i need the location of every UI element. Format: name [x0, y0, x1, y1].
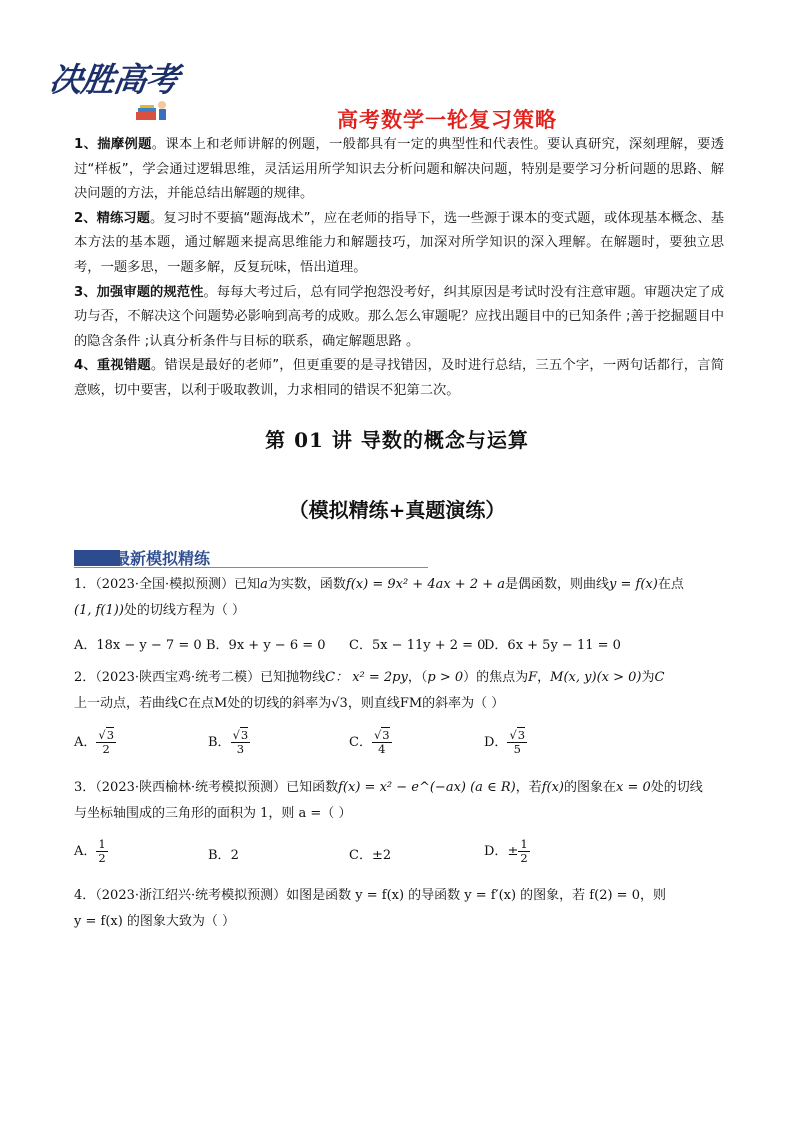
question-1	[74, 572, 734, 624]
strategy-text: 。复习时不要搞“题海战术”，应在老师的指导下，选一些源于课本的变式题，或体现基本概念、基本方法的基本题，通过解题来提高思维能力和解题技巧，加深对所学知识的深入理解。在解题时，要独立思考，一题多思，一题多解，反复玩味，悟出道理。	[74, 210, 724, 275]
page-title: 高考数学一轮复习策略	[337, 108, 557, 132]
question-4-line-2: y = f(x) 的图象大致为（ ）	[74, 914, 236, 929]
question-3-line-2: 与坐标轴围成的三角形的面积为 1，则 a =（ ）	[74, 806, 352, 821]
fraction: $\frac{√3}{3}$	[232, 728, 249, 756]
fraction: $\frac{√3}{2}$	[98, 728, 115, 756]
question-2	[74, 665, 734, 717]
strategy-lead: 1、揣摩例题	[74, 137, 152, 152]
question-text: 在点	[657, 577, 684, 592]
question-text: 为实数，函数	[267, 577, 346, 592]
question-text: 1．（2023·全国·模拟预测）已知	[74, 577, 261, 592]
math-variable: a	[260, 577, 268, 592]
numerator: 3	[240, 728, 249, 742]
option-d[interactable]: D．6x + 5y − 11 = 0	[484, 638, 621, 653]
math-variable: C	[654, 670, 665, 685]
option-c[interactable]: C．5x − 11y + 2 = 0	[349, 638, 486, 653]
question-text: 为	[641, 670, 655, 685]
question-3	[74, 775, 734, 827]
math-variable: F	[528, 670, 538, 685]
math-expression: p > 0	[427, 670, 464, 685]
denominator: 2	[520, 851, 528, 865]
section-title: 最新模拟精练	[114, 549, 211, 568]
option-d[interactable]	[484, 729, 527, 756]
strategy-lead: 2、精练习题	[74, 210, 150, 226]
option-label: C．	[349, 848, 372, 863]
section-header	[74, 546, 434, 570]
option-b[interactable]	[208, 844, 239, 863]
option-b[interactable]	[208, 729, 250, 756]
numerator: 3	[517, 728, 526, 742]
option-label: B．	[208, 735, 231, 750]
option-value: ±2	[371, 848, 392, 863]
strategy-paragraph-2	[74, 207, 724, 281]
option-label: C．	[349, 735, 372, 750]
denominator: 2	[98, 851, 106, 865]
denominator: 3	[236, 742, 245, 756]
strategy-text: 。每每大考过后，总有同学抱怨没考好，纠其原因是考试时没有注意审题。审题决定了成功与否，不解决这个问题势必影响到高考的成败。那么怎么审题呢？应找出题目中的已知条件 ;善于挖掘题目中的隐含条件 ;认真分析条件与目标的联系，确定解题思路 。	[74, 284, 724, 349]
option-a[interactable]	[74, 729, 116, 756]
question-text: 处的切线方程为（ ）	[123, 603, 246, 618]
denominator: 5	[513, 742, 521, 756]
fraction: $\frac{√3}{5}$	[509, 728, 526, 756]
option-b[interactable]: B．9x + y − 6 = 0	[206, 638, 326, 653]
numerator: 3	[382, 728, 390, 742]
option-value: 2	[230, 848, 239, 863]
question-text: 的图象在	[564, 780, 617, 795]
question-1-line-1	[74, 572, 734, 598]
fraction	[96, 838, 107, 865]
math-expression: y = f(x)	[609, 577, 658, 592]
question-text: 2．（2023·陕西宝鸡·统考二模）已知抛物线	[74, 670, 326, 685]
question-4-line-1: 4．（2023·浙江绍兴·统考模拟预测）如图是函数 y = f(x) 的导函数 y = f′(x) 的图象，若 f(2) = 0，则	[74, 888, 666, 903]
question-2-line-2: 上一动点，若曲线C在点M处的切线的斜率为√3，则直线FM的斜率为（ ）	[74, 696, 505, 711]
numerator: 3	[106, 728, 115, 742]
option-c[interactable]	[349, 844, 391, 863]
math-expression: C： x² = 2py	[325, 670, 408, 685]
strategy-lead: 3、加强审题的规范性	[74, 284, 204, 300]
lecture-title: 第 01 讲 导数的概念与运算	[265, 428, 529, 452]
math-expression: f(x) = x² − e^(−ax) (a ∈ R)	[338, 780, 516, 795]
denominator: 2	[102, 742, 110, 756]
numerator: 1	[520, 837, 528, 851]
fraction	[518, 838, 529, 865]
question-text: ）的焦点为	[463, 670, 529, 685]
strategy-text: 。错误是最好的老师”，但更重要的是寻找错因，及时进行总结，三五个字，一两句话都行，言简意赅，切中要害，以利于吸取教训，力求相同的错误不犯第二次。	[74, 358, 724, 398]
question-text: ，	[537, 670, 551, 685]
question-text: ，若	[515, 780, 542, 795]
question-4	[74, 883, 734, 935]
question-text: 是偶函数，则曲线	[505, 577, 610, 592]
option-a[interactable]	[74, 838, 108, 865]
question-2-line-1	[74, 665, 734, 691]
numerator: 1	[98, 837, 106, 851]
option-label: A．	[74, 844, 97, 859]
question-1-line-2	[74, 598, 734, 624]
option-a[interactable]: A．18x − y − 7 = 0	[74, 638, 202, 653]
math-expression: x = 0	[616, 780, 651, 795]
fraction: $\frac{√3}{4}$	[373, 728, 390, 756]
question-text: 处的切线	[650, 780, 703, 795]
math-expression: M(x, y)(x > 0)	[550, 670, 642, 685]
strategy-text: 。课本上和老师讲解的例题，一般都具有一定的典型性和代表性。要认真研究，深刻理解，要透过“样板”，学会通过逻辑思维，灵活运用所学知识去分析问题和解决问题，特别是要学习分析问题的思路、解决问题的方法，并能总结出解题的规律。	[74, 137, 724, 202]
option-c[interactable]	[349, 729, 392, 756]
question-2-options	[74, 729, 734, 765]
question-3-options	[74, 838, 734, 874]
question-3-line-1	[74, 775, 734, 801]
logo-text: 决胜高考	[46, 60, 181, 99]
math-expression: f(x)	[541, 780, 564, 795]
denominator: 4	[378, 742, 386, 756]
option-label: D．	[484, 844, 508, 859]
question-1-options	[74, 634, 734, 664]
strategy-lead: 4、重视错题	[74, 358, 151, 374]
question-text: 3．（2023·陕西榆林·统考模拟预测）已知函数	[74, 780, 339, 795]
strategy-section	[74, 133, 724, 404]
strategy-paragraph-1	[74, 133, 724, 207]
option-value: ±	[507, 844, 519, 859]
math-expression: (1, f(1))	[74, 603, 124, 618]
strategy-paragraph-4	[74, 354, 724, 403]
option-label: D．	[484, 735, 508, 750]
strategy-paragraph-3	[74, 281, 724, 355]
question-text: ，（	[407, 670, 428, 685]
lecture-subtitle: （模拟精练+真题演练）	[288, 498, 506, 522]
option-label: A．	[74, 735, 97, 750]
math-expression: f(x) = 9x² + 4ax + 2 + a	[345, 577, 506, 592]
option-d[interactable]	[484, 838, 530, 865]
option-label: B．	[208, 848, 231, 863]
